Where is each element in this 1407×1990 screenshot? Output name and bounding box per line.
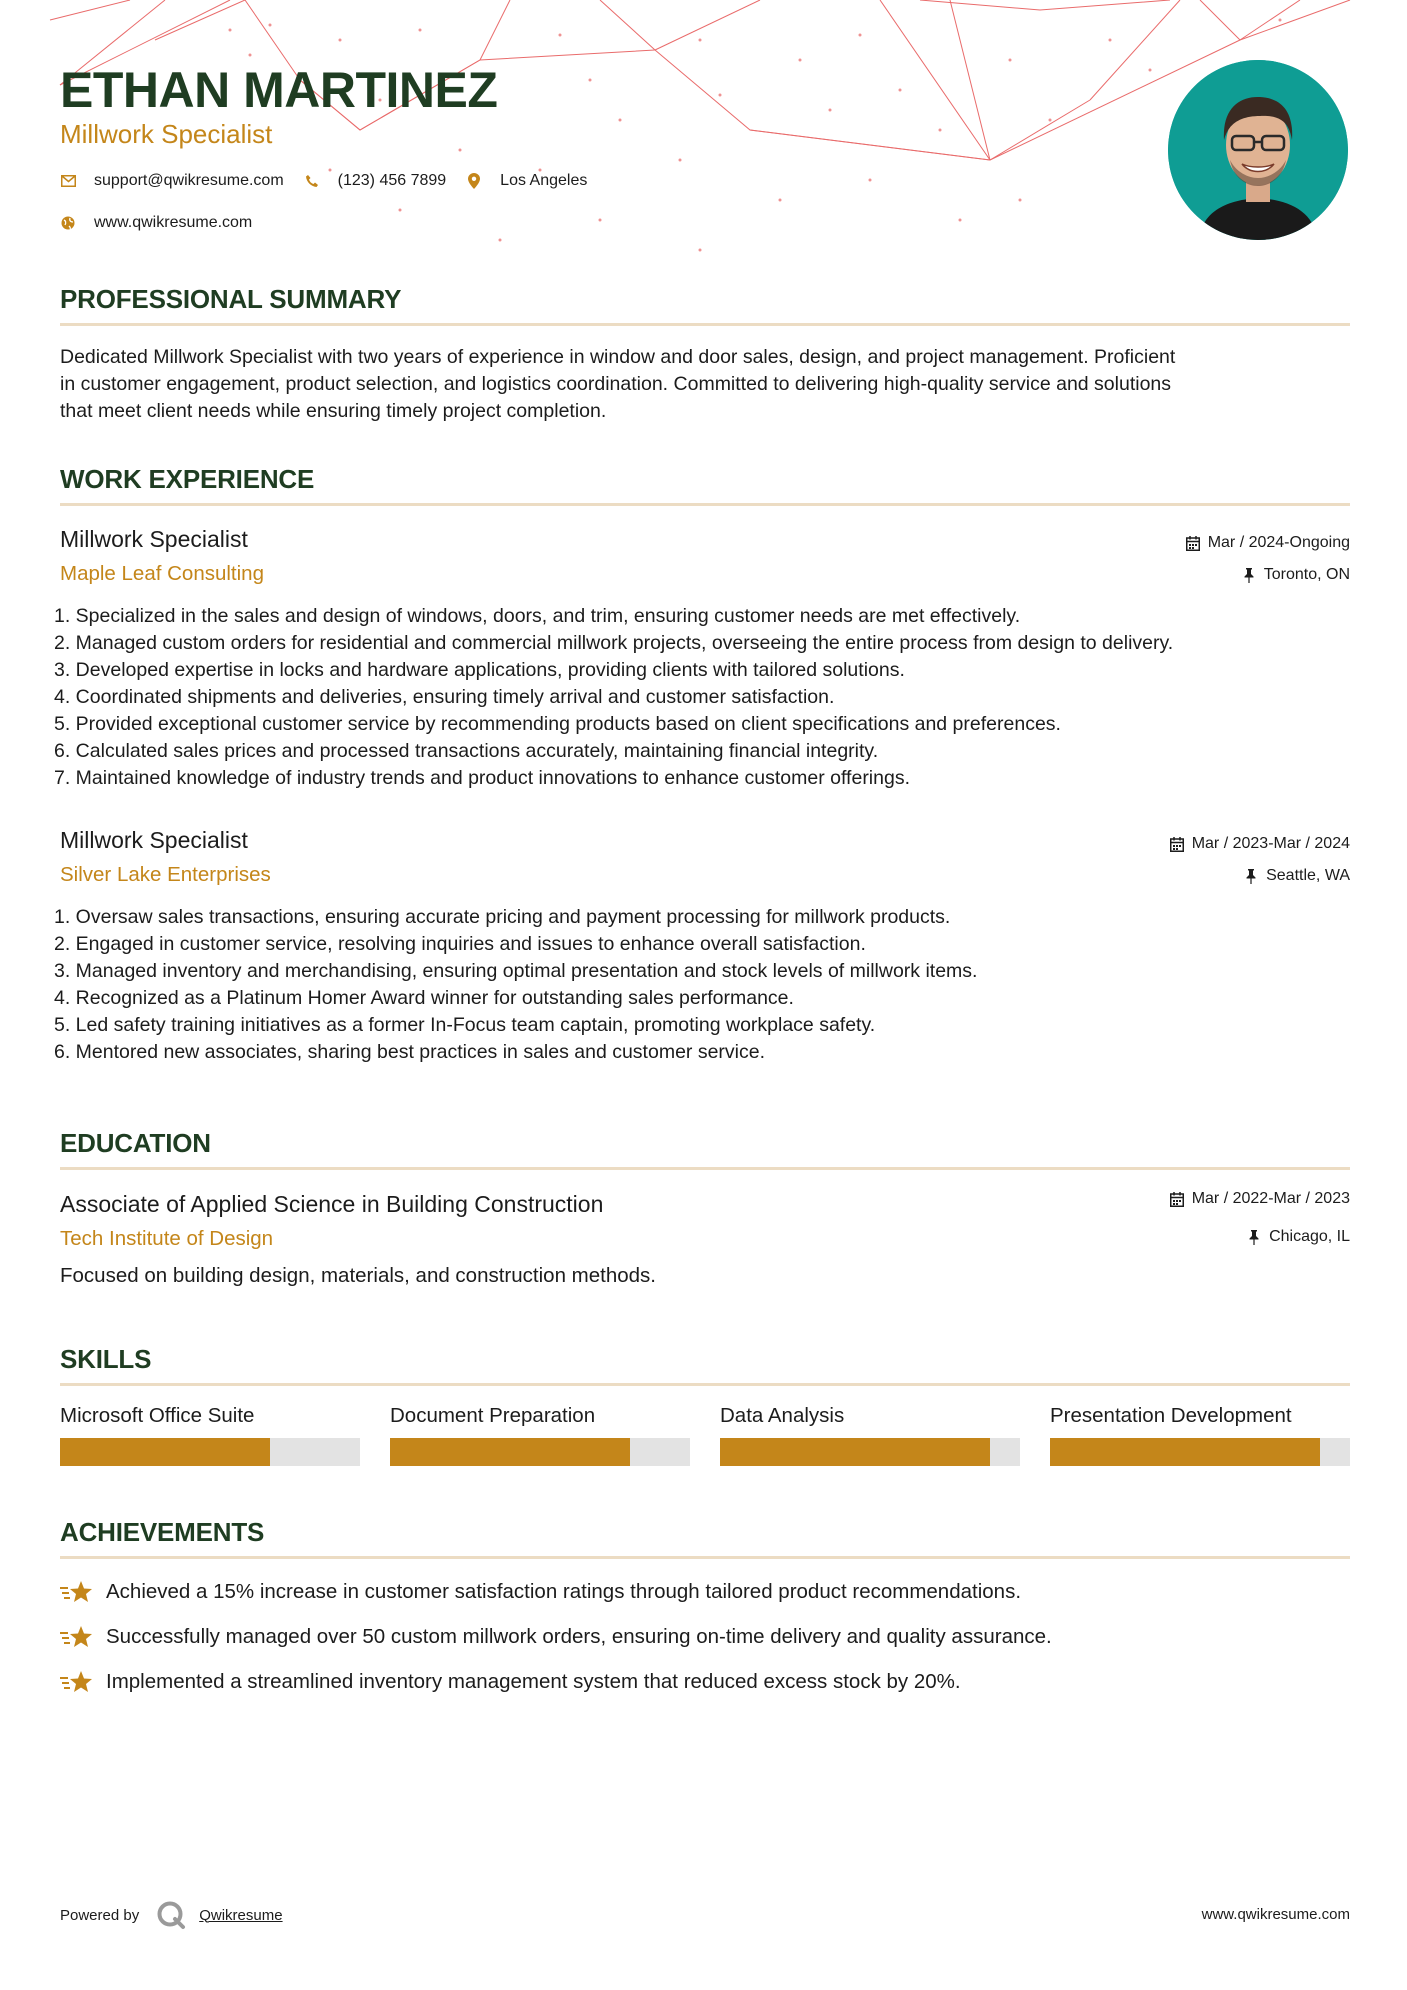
- school-name: Tech Institute of Design: [60, 1227, 274, 1250]
- job-location-text: Toronto, ON: [1263, 566, 1350, 583]
- job-title: Millwork Specialist: [60, 526, 248, 552]
- list-item: 4. Recognized as a Platinum Homer Award winner for outstanding sales performance.: [54, 987, 794, 1009]
- skill-bar-fill: [390, 1438, 630, 1466]
- website-text: www.qwikresume.com: [94, 214, 253, 231]
- education-description: Focused on building design, materials, and construction methods.: [60, 1264, 656, 1287]
- contact-row-website: [60, 214, 272, 232]
- calendar-icon: [1170, 1191, 1184, 1207]
- achievement-item: [60, 1622, 1052, 1652]
- map-pin-icon: [466, 173, 482, 189]
- footer-url[interactable]: www.qwikresume.com: [1201, 1906, 1350, 1923]
- job-company: Maple Leaf Consulting: [60, 562, 264, 585]
- job-location: [1242, 565, 1350, 585]
- job-dates: [1186, 533, 1350, 553]
- qwikresume-logo-icon: [155, 1899, 187, 1931]
- globe-icon: [60, 215, 76, 231]
- skill-bar: [1050, 1438, 1350, 1466]
- list-item: 2. Managed custom orders for residential and commercial millwork projects, overseeing the entire process from design to delivery.: [54, 632, 1174, 654]
- section-divider: [60, 1556, 1350, 1559]
- job-company: Silver Lake Enterprises: [60, 863, 271, 886]
- pushpin-icon: [1244, 868, 1258, 884]
- achievement-text: Achieved a 15% increase in customer satisfaction ratings through tailored product recommendations.: [106, 1580, 1022, 1603]
- list-item: 6. Mentored new associates, sharing best practices in sales and customer service.: [54, 1041, 766, 1063]
- summary-text: [60, 344, 1350, 425]
- list-item: 4. Coordinated shipments and deliveries, ensuring timely arrival and customer satisfaction.: [54, 686, 835, 708]
- candidate-name: ETHAN MARTINEZ: [60, 62, 498, 118]
- profile-photo: [1168, 60, 1348, 240]
- shooting-star-icon: [60, 1577, 94, 1607]
- phone-icon: [304, 173, 320, 189]
- education-dates-text: Mar / 2022-Mar / 2023: [1191, 1190, 1350, 1207]
- list-item: 5. Led safety training initiatives as a former In-Focus team captain, promoting workplace safety.: [54, 1014, 876, 1036]
- contact-email[interactable]: [60, 172, 284, 190]
- location-text: Los Angeles: [500, 172, 588, 189]
- section-divider: [60, 323, 1350, 326]
- calendar-icon: [1186, 535, 1200, 551]
- contact-row: [60, 172, 607, 190]
- contact-location: [466, 172, 587, 190]
- list-item: 2. Engaged in customer service, resolving inquiries and issues to enhance overall satisfaction.: [54, 933, 866, 955]
- skill-bar: [720, 1438, 1020, 1466]
- footer-powered-by: [60, 1899, 283, 1931]
- achievement-item: [60, 1577, 1021, 1607]
- skill-bar-fill: [60, 1438, 270, 1466]
- job-dates-text: Mar / 2023-Mar / 2024: [1191, 835, 1350, 852]
- skill-name: Document Preparation: [390, 1404, 596, 1427]
- achievement-text: Successfully managed over 50 custom millwork orders, ensuring on-time delivery and quality assurance.: [106, 1625, 1052, 1648]
- skill-bar-fill: [720, 1438, 990, 1466]
- calendar-icon: [1170, 836, 1184, 852]
- list-item: 7. Maintained knowledge of industry trends and product innovations to enhance customer offerings.: [54, 767, 911, 789]
- list-item: 6. Calculated sales prices and processed transactions accurately, maintaining financial integrity.: [54, 740, 879, 762]
- list-item: 3. Managed inventory and merchandising, ensuring optimal presentation and stock levels of millwork items.: [54, 960, 978, 982]
- skill-bar-fill: [1050, 1438, 1320, 1466]
- education-location-text: Chicago, IL: [1269, 1228, 1350, 1245]
- summary-line: Dedicated Millwork Specialist with two years of experience in window and door sales, design, and project management. Proficient: [60, 346, 1176, 368]
- job-bullets: [54, 603, 1354, 792]
- education-heading: EDUCATION: [60, 1128, 211, 1158]
- candidate-role: Millwork Specialist: [60, 119, 273, 149]
- summary-line: in customer engagement, product selection, and logistics coordination. Committed to delivering high-quality service and solutions: [60, 373, 1172, 395]
- job-dates-text: Mar / 2024-Ongoing: [1207, 534, 1350, 551]
- list-item: 1. Oversaw sales transactions, ensuring accurate pricing and payment processing for millwork products.: [54, 906, 951, 928]
- education-location: [1247, 1227, 1350, 1247]
- job-location-text: Seattle, WA: [1266, 867, 1350, 884]
- summary-line: that meet client needs while ensuring timely project completion.: [60, 400, 607, 422]
- summary-heading: PROFESSIONAL SUMMARY: [60, 284, 402, 314]
- job-location: [1244, 866, 1350, 886]
- education-dates: [1170, 1189, 1350, 1209]
- skill-name: Data Analysis: [720, 1404, 845, 1427]
- shooting-star-icon: [60, 1667, 94, 1697]
- job-title: Millwork Specialist: [60, 827, 248, 853]
- skill-bar: [60, 1438, 360, 1466]
- pushpin-icon: [1247, 1229, 1261, 1245]
- skill-bar: [390, 1438, 690, 1466]
- list-item: 5. Provided exceptional customer service by recommending products based on client specifications and preferences.: [54, 713, 1061, 735]
- email-text: support@qwikresume.com: [94, 172, 284, 189]
- experience-heading: WORK EXPERIENCE: [60, 464, 315, 494]
- degree-title: Associate of Applied Science in Building Construction: [60, 1191, 604, 1217]
- pushpin-icon: [1242, 567, 1256, 583]
- achievements-heading: ACHIEVEMENTS: [60, 1517, 265, 1547]
- qwikresume-link[interactable]: Qwikresume: [199, 1906, 283, 1924]
- powered-by-text: Powered by: [60, 1906, 140, 1924]
- shooting-star-icon: [60, 1622, 94, 1652]
- skill-name: Presentation Development: [1050, 1404, 1292, 1427]
- skill-name: Microsoft Office Suite: [60, 1404, 255, 1427]
- phone-text: (123) 456 7899: [337, 172, 447, 189]
- achievement-text: Implemented a streamlined inventory management system that reduced excess stock by 20%.: [106, 1670, 961, 1693]
- achievement-item: [60, 1667, 961, 1697]
- job-bullets: [54, 904, 1354, 1066]
- job-dates: [1170, 834, 1350, 854]
- list-item: 3. Developed expertise in locks and hardware applications, providing clients with tailored solutions.: [54, 659, 905, 681]
- contact-website[interactable]: [60, 214, 252, 232]
- contact-phone[interactable]: [304, 172, 447, 190]
- section-divider: [60, 503, 1350, 506]
- list-item: 1. Specialized in the sales and design of windows, doors, and trim, ensuring customer needs are met effectively.: [54, 605, 1021, 627]
- section-divider: [60, 1167, 1350, 1170]
- skills-heading: SKILLS: [60, 1344, 152, 1374]
- envelope-icon: [60, 173, 76, 189]
- section-divider: [60, 1383, 1350, 1386]
